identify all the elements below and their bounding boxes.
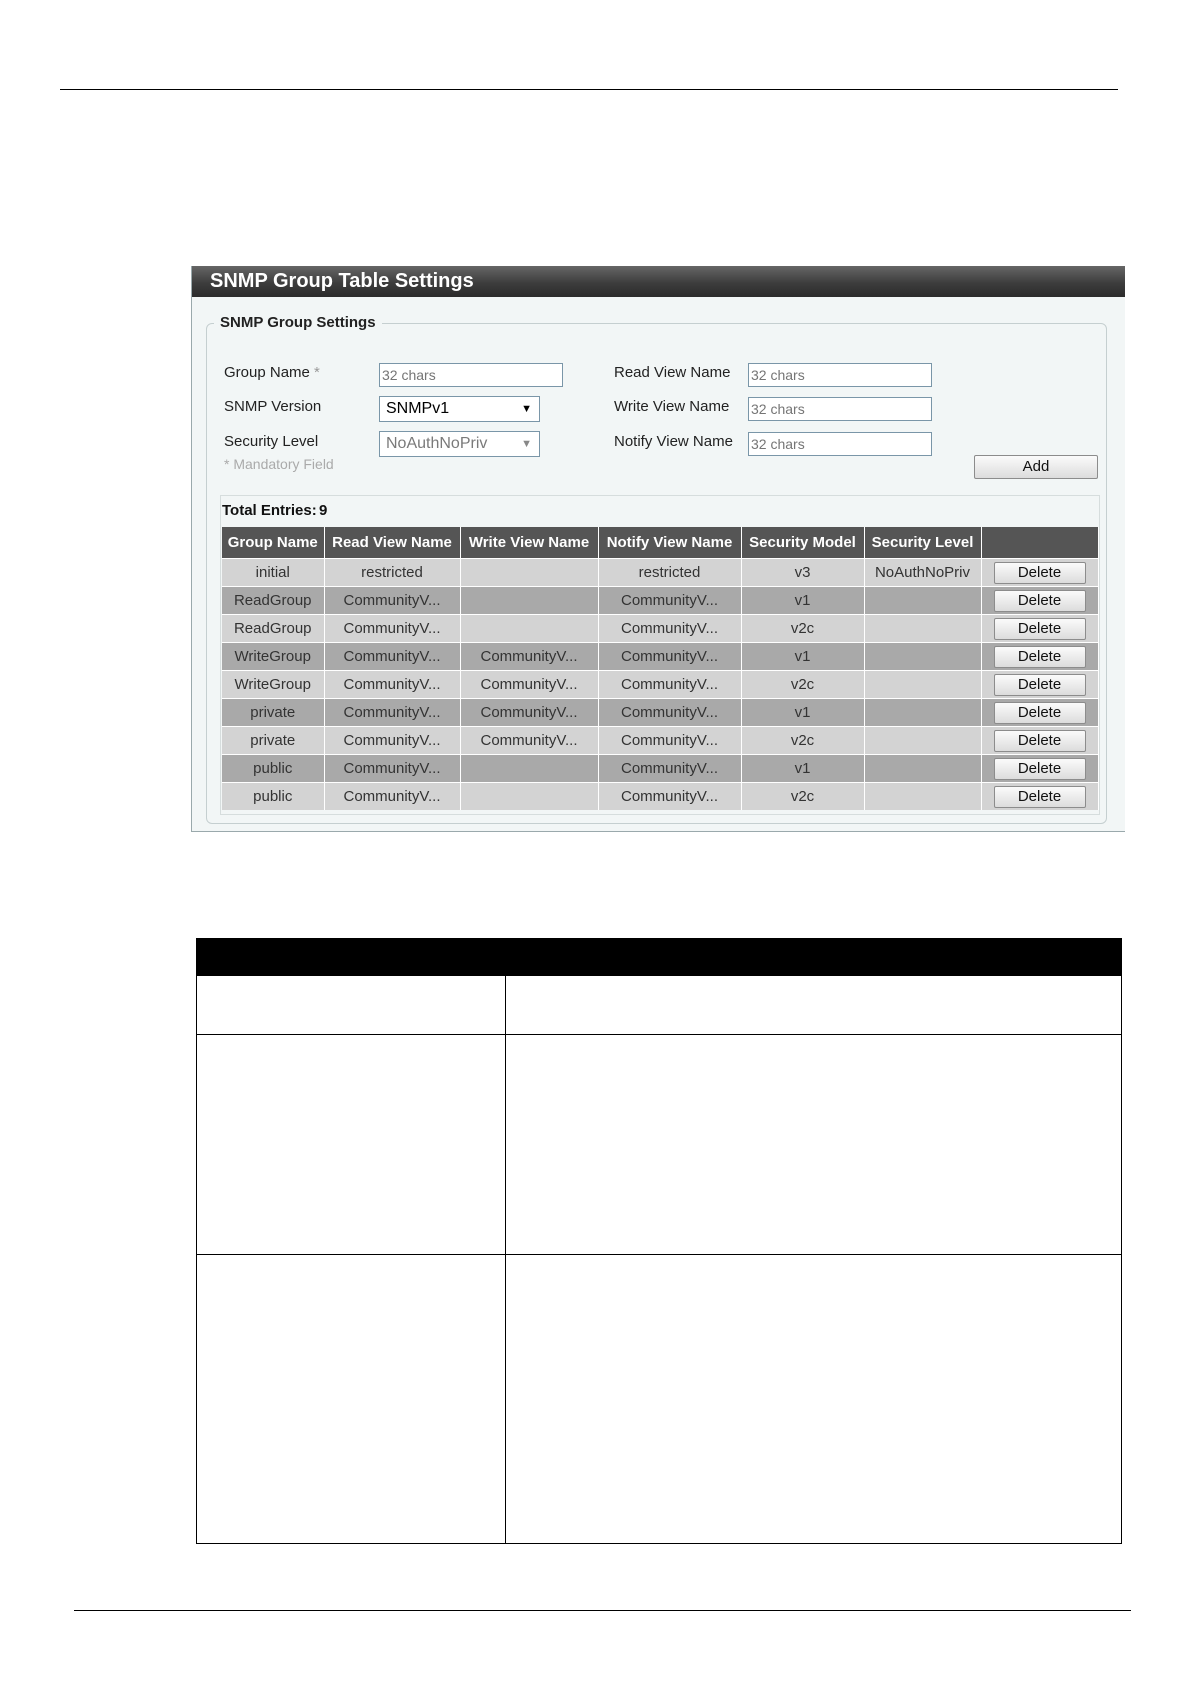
header-action xyxy=(981,527,1098,559)
group-name-label: Group Name * xyxy=(224,364,320,381)
write-view-input[interactable] xyxy=(748,397,932,421)
cell-write-view: CommunityV... xyxy=(460,671,598,699)
table-row xyxy=(222,671,1098,699)
mandatory-note: * Mandatory Field xyxy=(224,456,334,472)
cell-write-view xyxy=(460,587,598,615)
cell-group-name: WriteGroup xyxy=(222,671,324,699)
cell-notify-view: CommunityV... xyxy=(598,727,741,755)
cell-read-view: CommunityV... xyxy=(324,615,460,643)
cell-action xyxy=(981,643,1098,671)
cell-action xyxy=(981,587,1098,615)
required-mark: * xyxy=(314,364,320,381)
cell-notify-view: CommunityV... xyxy=(598,587,741,615)
delete-button[interactable]: Delete xyxy=(994,590,1086,612)
cell-security-level xyxy=(864,643,981,671)
cell-security-level: NoAuthNoPriv xyxy=(864,559,981,587)
header-read-view: Read View Name xyxy=(324,527,460,559)
delete-button[interactable]: Delete xyxy=(994,758,1086,780)
cell-group-name: WriteGroup xyxy=(222,643,324,671)
cell-notify-view: CommunityV... xyxy=(598,783,741,811)
panel-title: SNMP Group Table Settings xyxy=(192,266,1125,297)
cell-security-model: v1 xyxy=(741,587,864,615)
delete-button[interactable]: Delete xyxy=(994,786,1086,808)
table-row xyxy=(222,559,1098,587)
delete-button[interactable]: Delete xyxy=(994,646,1086,668)
cell-action xyxy=(981,699,1098,727)
cell-read-view: CommunityV... xyxy=(324,755,460,783)
header-security-model: Security Model xyxy=(741,527,864,559)
cell-security-level xyxy=(864,783,981,811)
notify-view-label: Notify View Name xyxy=(614,433,733,450)
row-divider xyxy=(197,1254,1121,1255)
snmp-group-panel xyxy=(191,266,1125,832)
cell-notify-view: restricted xyxy=(598,559,741,587)
cell-group-name: private xyxy=(222,699,324,727)
table-row xyxy=(222,783,1098,811)
cell-read-view: CommunityV... xyxy=(324,671,460,699)
cell-read-view: CommunityV... xyxy=(324,587,460,615)
cell-security-model: v1 xyxy=(741,643,864,671)
cell-notify-view: CommunityV... xyxy=(598,671,741,699)
cell-read-view: CommunityV... xyxy=(324,699,460,727)
cell-security-level xyxy=(864,727,981,755)
delete-button[interactable]: Delete xyxy=(994,618,1086,640)
group-table xyxy=(222,527,1099,810)
cell-notify-view: CommunityV... xyxy=(598,615,741,643)
table-row xyxy=(222,587,1098,615)
settings-legend: SNMP Group Settings xyxy=(214,314,382,331)
notify-view-input[interactable] xyxy=(748,432,932,456)
table-row xyxy=(222,699,1098,727)
table-row xyxy=(222,755,1098,783)
cell-read-view: restricted xyxy=(324,559,460,587)
cell-group-name: ReadGroup xyxy=(222,615,324,643)
cell-notify-view: CommunityV... xyxy=(598,643,741,671)
cell-write-view xyxy=(460,755,598,783)
parameter-table xyxy=(196,938,1122,1544)
cell-action xyxy=(981,671,1098,699)
header-group-name: Group Name xyxy=(222,527,324,559)
cell-group-name: ReadGroup xyxy=(222,587,324,615)
cell-security-level xyxy=(864,671,981,699)
cell-action xyxy=(981,727,1098,755)
parameter-table-header xyxy=(197,939,1121,976)
cell-action xyxy=(981,755,1098,783)
cell-group-name: public xyxy=(222,755,324,783)
cell-group-name: private xyxy=(222,727,324,755)
cell-security-model: v2c xyxy=(741,727,864,755)
cell-security-model: v2c xyxy=(741,671,864,699)
cell-security-level xyxy=(864,587,981,615)
delete-button[interactable]: Delete xyxy=(994,562,1086,584)
top-divider xyxy=(60,89,1118,90)
cell-write-view: CommunityV... xyxy=(460,727,598,755)
group-name-input[interactable] xyxy=(379,363,563,387)
table-header-row xyxy=(222,527,1098,559)
write-view-label: Write View Name xyxy=(614,398,730,415)
cell-security-level xyxy=(864,755,981,783)
header-write-view: Write View Name xyxy=(460,527,598,559)
table-row xyxy=(222,643,1098,671)
cell-security-model: v3 xyxy=(741,559,864,587)
cell-write-view xyxy=(460,783,598,811)
table-row xyxy=(222,727,1098,755)
chevron-down-icon: ▼ xyxy=(521,438,532,450)
security-level-label: Security Level xyxy=(224,433,319,450)
header-notify-view: Notify View Name xyxy=(598,527,741,559)
delete-button[interactable]: Delete xyxy=(994,730,1086,752)
total-entries-value: 9 xyxy=(319,502,328,519)
bottom-divider xyxy=(74,1610,1131,1611)
cell-write-view xyxy=(460,559,598,587)
delete-button[interactable]: Delete xyxy=(994,674,1086,696)
cell-notify-view: CommunityV... xyxy=(598,755,741,783)
cell-security-model: v2c xyxy=(741,783,864,811)
cell-write-view: CommunityV... xyxy=(460,643,598,671)
table-row xyxy=(222,615,1098,643)
cell-notify-view: CommunityV... xyxy=(598,699,741,727)
cell-read-view: CommunityV... xyxy=(324,783,460,811)
cell-security-model: v2c xyxy=(741,615,864,643)
cell-security-level xyxy=(864,615,981,643)
cell-read-view: CommunityV... xyxy=(324,727,460,755)
read-view-label: Read View Name xyxy=(614,364,731,381)
total-entries-label: Total Entries: xyxy=(222,502,317,519)
delete-button[interactable]: Delete xyxy=(994,702,1086,724)
cell-group-name: public xyxy=(222,783,324,811)
snmp-version-select[interactable]: SNMPv1 ▼ xyxy=(379,396,540,422)
chevron-down-icon: ▼ xyxy=(521,403,532,415)
cell-action xyxy=(981,615,1098,643)
cell-security-model: v1 xyxy=(741,699,864,727)
cell-action xyxy=(981,783,1098,811)
cell-write-view xyxy=(460,615,598,643)
column-divider xyxy=(505,939,506,1543)
security-level-select[interactable]: NoAuthNoPriv ▼ xyxy=(379,431,540,457)
cell-read-view: CommunityV... xyxy=(324,643,460,671)
cell-security-level xyxy=(864,699,981,727)
header-security-level: Security Level xyxy=(864,527,981,559)
read-view-input[interactable] xyxy=(748,363,932,387)
cell-security-model: v1 xyxy=(741,755,864,783)
cell-write-view: CommunityV... xyxy=(460,699,598,727)
row-divider xyxy=(197,1034,1121,1035)
add-button[interactable]: Add xyxy=(974,455,1098,479)
snmp-version-label: SNMP Version xyxy=(224,398,322,415)
cell-group-name: initial xyxy=(222,559,324,587)
cell-action xyxy=(981,559,1098,587)
